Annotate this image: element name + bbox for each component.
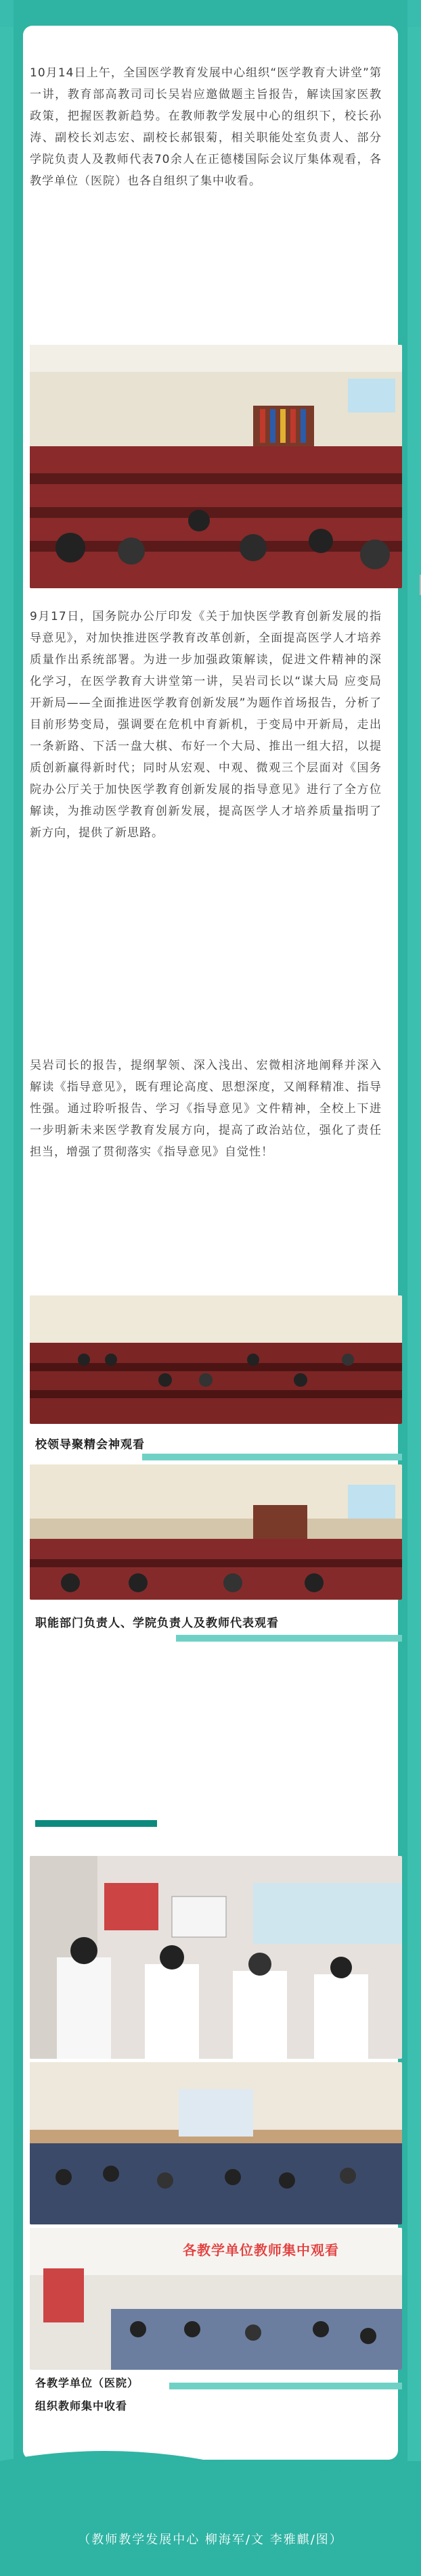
section-divider — [35, 1820, 157, 1827]
meeting-hall-photo-2 — [30, 1295, 402, 1424]
units-overlay-caption: 各教学单位教师集中观看 — [183, 2242, 339, 2258]
author-credit: （教师教学发展中心 柳海军/文 李雅麒/图） — [78, 2533, 343, 2547]
teaching-unit-photo-2 — [30, 2062, 402, 2224]
article-paragraph-2: 9月17日，国务院办公厅印发《关于加快医学教育创新发展的指导意见》，对加快推进医学教育改革创新，全面提高医学人才培养质量作出系统部署。为进一步加强政策解读，促进文件精神的深化学习，在医学教育大讲堂第一讲，吴岩司长以“谋大局 应变局 开新局——全面推进医学教育创新发展”为题作首场报告，分析了目前形势变局，强调要在危机中育新机，于变局中开新局，走出一条新路、下活一盘大棋、布好一个大局、推出一组大招，以提质创新赢得新时代；同时从宏观、中观、微观三个层面对《国务院办公厅关于加快医学教育创新发展的指导意见》进行了全方位解读，为推动医学教育创新发展，提高医学人才培养质量指明了新方向，提供了新思路。 — [30, 610, 382, 840]
article-paragraph-1: 10月14日上午，全国医学教育发展中心组织“医学教育大讲堂”第一讲，教育部高教司司长吴岩应邀做题主旨报告，解读国家医教政策，把握医教新趋势。在教师教学发展中心的组织下，校长孙涛、副校长刘志宏、副校长郝银菊，相关职能处室负责人、部分学院负责人及教师代表70余人在正德楼国际会议厅集体观看，各教学单位（医院）也各自组织了集中收看。 — [30, 66, 382, 188]
caption-departments: 职能部门负责人、学院负责人及教师代表观看 — [35, 1617, 279, 1630]
caption-underline-1 — [142, 1454, 402, 1460]
caption-units-line2: 组织教师集中收看 — [35, 2400, 128, 2412]
caption-underline-3 — [169, 2383, 402, 2389]
meeting-hall-photo-3 — [30, 1464, 402, 1600]
teaching-unit-photo-1 — [30, 1856, 402, 2059]
article-paragraph-3: 吴岩司长的报告，提纲挈领、深入浅出、宏微相济地阐释并深入解读《指导意见》，既有理论高度、思想深度，又阐释精准、指导性强。通过聆听报告、学习《指导意见》文件精神，全校上下进一步明新未来医学教育发展方向，提高了政治站位，强化了责任担当，增强了贯彻落实《指导意见》自觉性！ — [30, 1059, 382, 1159]
caption-underline-2 — [176, 1635, 402, 1642]
bottom-band — [0, 2461, 421, 2576]
caption-units-line1: 各教学单位（医院） — [35, 2377, 139, 2389]
caption-leaders: 校领导聚精会神观看 — [35, 1438, 145, 1452]
meeting-hall-photo-1 — [30, 345, 402, 588]
